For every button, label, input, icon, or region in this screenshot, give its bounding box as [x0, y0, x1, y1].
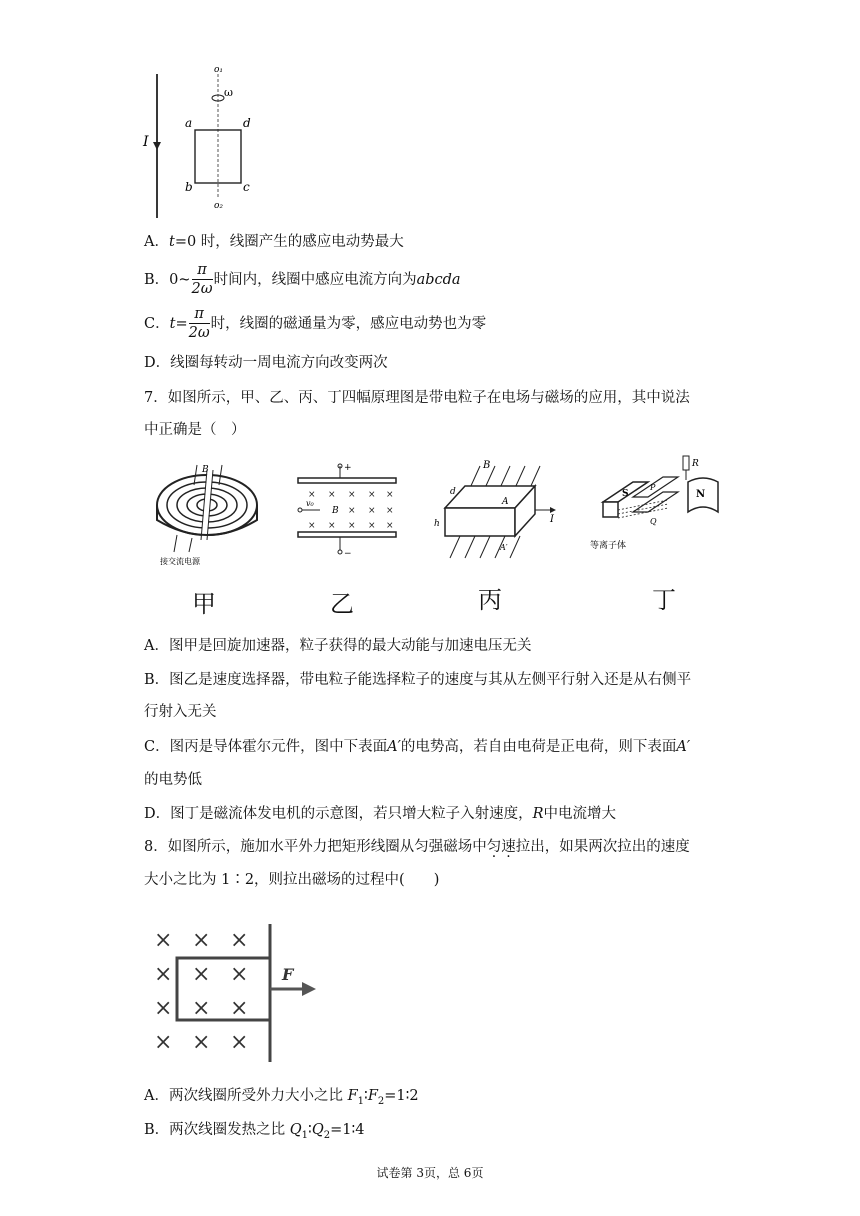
corner-b: b: [185, 180, 193, 194]
ratio-colon: ∶: [308, 1122, 312, 1138]
corner-a: a: [185, 116, 193, 130]
text: A．两次线圈所受外力大小之比: [144, 1088, 343, 1104]
axis-label-o1: o₁: [214, 65, 224, 75]
q8-stem-line1: [144, 837, 690, 857]
svg-text:×: ×: [192, 928, 211, 953]
ding-label-R: R: [692, 459, 699, 469]
fig-bing-hall-element: [430, 458, 560, 568]
svg-text:×: ×: [308, 490, 316, 500]
q6-figure: [140, 58, 270, 223]
text: C．图丙是导体霍尔元件，图中下表面: [144, 739, 388, 755]
q7-option-a: A．图甲是回旋加速器，粒子获得的最大动能与加速电压无关: [144, 638, 532, 654]
text: B．两次线圈发热之比: [144, 1122, 286, 1138]
var-a-prime: A′: [676, 739, 691, 755]
q7-option-c-line2: 的电势低: [144, 772, 202, 788]
yi-label-v0: v₀: [306, 499, 314, 508]
svg-text:×: ×: [348, 490, 356, 500]
q6-option-d: D．线圈每转动一周电流方向改变两次: [144, 355, 388, 371]
corner-c: c: [243, 180, 250, 194]
svg-text:×: ×: [328, 521, 336, 531]
ding-label-S: S: [622, 489, 629, 499]
var-F: F: [347, 1088, 358, 1104]
q8-option-a: [144, 1086, 419, 1112]
svg-text:×: ×: [154, 1030, 173, 1055]
q7-option-c-line1: [144, 737, 690, 757]
svg-text:×: ×: [192, 962, 211, 987]
ding-label-plasma: 等离子体: [590, 541, 627, 551]
subscript: 2: [377, 1095, 385, 1107]
option-prefix: B．0~: [144, 272, 191, 288]
yi-label-plus: +: [344, 463, 352, 473]
q6-option-b: [144, 262, 461, 298]
text: 8．如图所示，施加水平外力把矩形线圈从匀强磁场中: [144, 839, 487, 855]
svg-text:×: ×: [386, 521, 394, 531]
q7-stem-line2: 中正确是（ ）: [144, 422, 246, 438]
var-R: R: [532, 806, 544, 822]
fig-jia-cyclotron: [152, 460, 262, 570]
svg-text:×: ×: [368, 521, 376, 531]
field-crosses: [154, 928, 248, 1055]
page-footer: 试卷第 3页，总 6页: [376, 1166, 484, 1180]
option-text: 时间内，线圈中感应电流方向为: [213, 272, 417, 288]
bing-label-h: h: [434, 519, 440, 529]
var-t: t: [168, 234, 175, 250]
q8-option-b: [144, 1120, 364, 1146]
jia-label-B: B: [202, 465, 209, 475]
jia-label-ac-source: 接交流电源: [160, 557, 200, 566]
yi-label-B: B: [332, 506, 339, 516]
svg-text:×: ×: [368, 490, 376, 500]
yi-label-minus: −: [344, 549, 352, 559]
text: 中电流增大: [543, 806, 617, 822]
var-Q: Q: [289, 1122, 302, 1138]
wire-arrow: [153, 142, 161, 150]
svg-text:×: ×: [230, 928, 249, 953]
ding-label-N: N: [696, 489, 706, 500]
q6-option-c: [144, 306, 486, 342]
q8-stem-line2: 大小之比为 1∶2，则拉出磁场的过程中( ): [144, 872, 440, 888]
var-Q: Q: [311, 1122, 324, 1138]
svg-text:×: ×: [230, 962, 249, 987]
numerator: π: [189, 306, 210, 324]
caption-yi: 乙: [330, 590, 354, 618]
axis-label-o2: o₂: [214, 201, 224, 211]
ratio: =1∶2: [384, 1088, 419, 1104]
fraction: [192, 262, 213, 298]
svg-text:×: ×: [386, 490, 394, 500]
option-prefix: A．: [144, 234, 169, 250]
subscript: 1: [301, 1129, 309, 1141]
fig-yi-velocity-selector: [290, 460, 405, 560]
ding-label-Q: Q: [650, 517, 657, 526]
subscript: 1: [357, 1095, 365, 1107]
yi-field-crosses: [308, 490, 394, 531]
svg-text:×: ×: [368, 506, 376, 516]
bing-label-B: B: [483, 460, 491, 471]
svg-text:×: ×: [386, 506, 394, 516]
direction: abcda: [416, 272, 461, 288]
q8-figure: [150, 920, 330, 1065]
denominator: 2ω: [188, 325, 210, 341]
text: D．图丁是磁流体发电机的示意图，若只增大粒子入射速度，: [144, 806, 533, 822]
var-t: t: [169, 316, 176, 332]
svg-text:×: ×: [230, 1030, 249, 1055]
force-label-F: F: [282, 965, 294, 984]
svg-text:×: ×: [328, 490, 336, 500]
svg-text:×: ×: [192, 996, 211, 1021]
omega-label: ω: [224, 86, 233, 99]
svg-text:×: ×: [154, 928, 173, 953]
text: 拉出，如果两次拉出的速度: [515, 839, 690, 855]
corner-d: d: [243, 116, 251, 130]
bing-label-d: d: [450, 487, 456, 497]
denominator: 2ω: [191, 281, 213, 297]
q7-stem-line1: 7．如图所示，甲、乙、丙、丁四幅原理图是带电粒子在电场与磁场的应用，其中说法: [144, 390, 690, 406]
option-text: =0 时，线圈产生的感应电动势最大: [174, 234, 404, 250]
bing-label-A: A: [502, 497, 509, 507]
svg-text:×: ×: [154, 996, 173, 1021]
option-prefix: C．: [144, 316, 170, 332]
ratio: =1∶4: [330, 1122, 365, 1138]
q7-option-b-line1: B．图乙是速度选择器，带电粒子能选择粒子的速度与其从左侧平行射入还是从右侧平: [144, 672, 692, 688]
option-text: 时，线圈的磁通量为零，感应电动势也为零: [210, 316, 487, 332]
svg-text:×: ×: [348, 506, 356, 516]
svg-text:×: ×: [348, 521, 356, 531]
caption-jia: 甲: [192, 590, 216, 618]
ratio-colon: ∶: [364, 1088, 368, 1104]
var-a-prime: A′: [387, 739, 401, 755]
bing-label-A-prime: A′: [500, 543, 508, 552]
fraction: [189, 306, 210, 342]
svg-text:×: ×: [230, 996, 249, 1021]
q7-option-d: [144, 804, 616, 824]
q6-option-a: [144, 232, 404, 252]
svg-text:×: ×: [192, 1030, 211, 1055]
fig-ding-mhd-generator: [588, 452, 728, 562]
rectangular-coil: [177, 958, 270, 1020]
wire-label-I: I: [143, 134, 149, 150]
emphasis-char: 速: [501, 839, 516, 855]
bing-label-I: I: [550, 514, 554, 525]
emphasis-char: 匀: [486, 839, 502, 855]
ding-label-P: P: [650, 483, 656, 492]
svg-text:×: ×: [308, 521, 316, 531]
caption-ding: 丁: [652, 586, 676, 614]
caption-bing: 丙: [478, 586, 502, 614]
var-F: F: [367, 1088, 378, 1104]
numerator: π: [192, 262, 213, 280]
svg-text:×: ×: [154, 962, 173, 987]
equals: =: [175, 316, 188, 332]
subscript: 2: [323, 1129, 331, 1141]
q7-option-b-line2: 行射入无关: [144, 704, 217, 720]
text: 的电势高，若自由电荷是正电荷，则下表面: [400, 739, 677, 755]
